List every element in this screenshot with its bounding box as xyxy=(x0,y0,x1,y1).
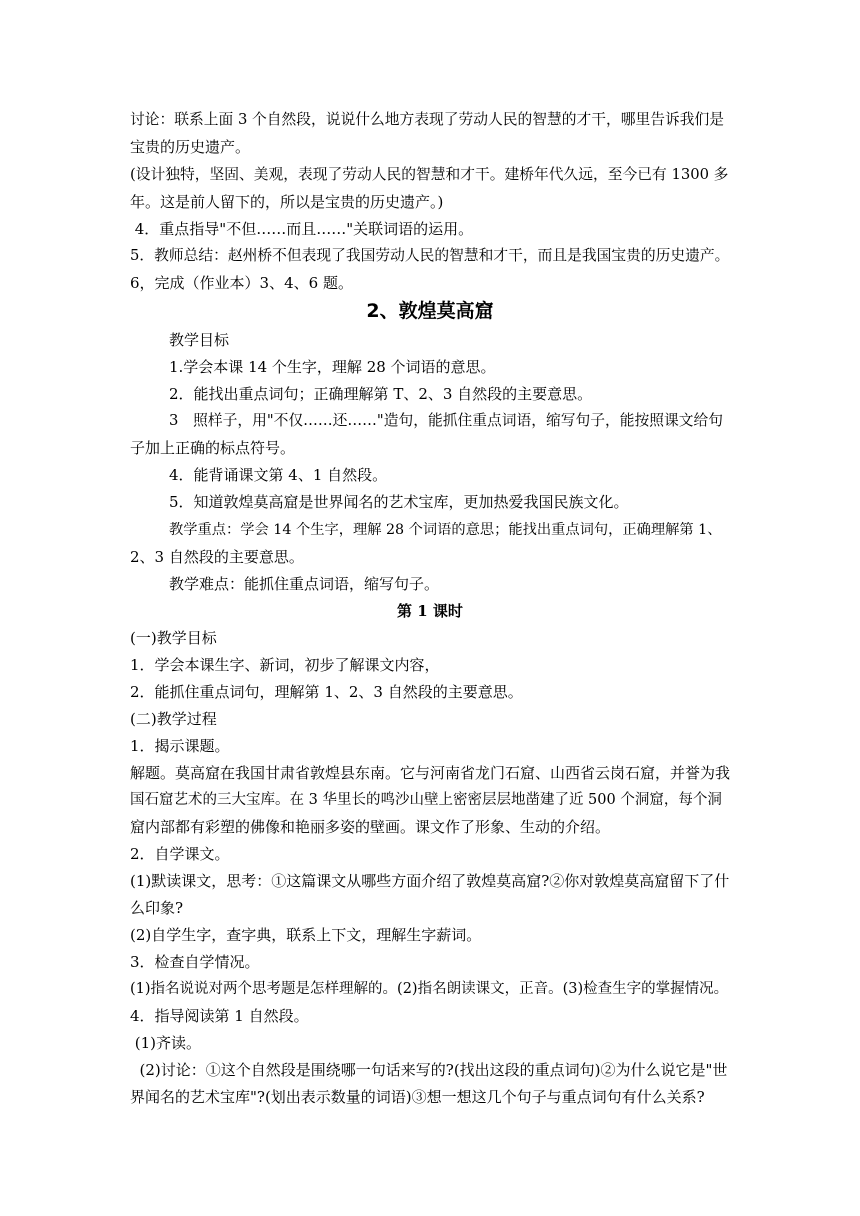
objective-item: 4．能背诵课文第 4、1 自然段。 xyxy=(169,466,388,484)
text-line: 6，完成（作业本）3、4、6 题。 xyxy=(130,274,353,292)
text-line: (2)讨论：①这个自然段是围绕哪一句话来写的?(找出这段的重点词句)②为什么说它是"世 xyxy=(130,1061,728,1079)
key-points: 教学重点：学会 14 个生字，理解 28 个词语的意思；能找出重点词句，正确理解第 1、 xyxy=(169,522,722,538)
text-line: 4．指导阅读第 1 自然段。 xyxy=(130,1007,309,1025)
text-line: 2．能抓住重点词句，理解第 1、2、3 自然段的主要意思。 xyxy=(130,683,523,701)
text-line: 界闻名的艺术宝库"?(划出表示数量的词语)③想一想这几个句子与重点词句有什么关系? xyxy=(130,1088,705,1106)
text-line: 1．学会本课生字、新词，初步了解课文内容， xyxy=(130,656,440,674)
text-line: 1．揭示课题。 xyxy=(130,737,230,755)
objective-item: 1.学会本课 14 个生字，理解 28 个词语的意思。 xyxy=(169,358,496,376)
text-line: (设计独特，坚固、美观，表现了劳动人民的智慧和才干。建桥年代久远，至今已有 1300 多 xyxy=(130,166,729,183)
text-line: (一)教学目标 xyxy=(130,629,217,647)
objective-item: 5．知道敦煌莫高窟是世界闻名的艺术宝库，更加热爱我国民族文化。 xyxy=(169,493,629,511)
key-points-cont: 2、3 自然段的主要意思。 xyxy=(130,548,304,566)
text-line: (1)齐读。 xyxy=(130,1034,202,1052)
text-line: (2)自学生字，查字典，联系上下文，理解生字薪词。 xyxy=(130,926,482,944)
text-line: 宝贵的历史遗产。 xyxy=(130,138,251,156)
objective-item: 3 照样子，用"不仅……还……"造句，能抓住重点词语，缩写句子，能按照课文给句 xyxy=(169,412,723,429)
session-title: 第 1 课时 xyxy=(397,602,463,620)
text-line: 窟内部都有彩塑的佛像和艳丽多姿的壁画。课文作了形象、生动的介绍。 xyxy=(130,818,611,836)
objective-item-cont: 子加上正确的标点符号。 xyxy=(130,439,296,457)
objectives-heading: 教学目标 xyxy=(169,331,230,349)
text-line: 么印象? xyxy=(130,899,184,917)
lesson-title: 2、敦煌莫高窟 xyxy=(366,300,494,322)
objective-item: 2．能找出重点词句；正确理解第 T、2、3 自然段的主要意思。 xyxy=(169,385,593,403)
text-line: 3．检查自学情况。 xyxy=(130,953,260,971)
text-line: 解题。莫高窟在我国甘肃省敦煌县东南。它与河南省龙门石窟、山西省云岗石窟，并誉为我 xyxy=(130,764,731,782)
text-line: 2．自学课文。 xyxy=(130,845,230,863)
text-line: 5．教师总结：赵州桥不但表现了我国劳动人民的智慧和才干，而且是我国宝贵的历史遗产。 xyxy=(130,247,730,264)
text-line: 4．重点指导"不但……而且……"关联词语的运用。 xyxy=(130,220,474,238)
text-line: (1)默读课文，思考：①这篇课文从哪些方面介绍了敦煌莫高窟?②你对敦煌莫高窟留下了什 xyxy=(130,872,730,890)
text-line: 国石窟艺术的三大宝库。在 3 华里长的鸣沙山壁上密密层层地凿建了近 500 个洞窟，每个洞 xyxy=(130,792,722,808)
text-line: 讨论：联系上面 3 个自然段，说说什么地方表现了劳动人民的智慧的才干，哪里告诉我们是 xyxy=(130,111,725,128)
text-line: (1)指名说说对两个思考题是怎样理解的。(2)指名朗读课文，正音。(3)检查生字的掌握情况。 xyxy=(130,981,729,997)
difficulties: 教学难点：能抓住重点词语，缩写句子。 xyxy=(169,575,440,593)
text-line: 年。这是前人留下的，所以是宝贵的历史遗产。) xyxy=(130,193,444,211)
text-line: (二)教学过程 xyxy=(130,710,217,728)
